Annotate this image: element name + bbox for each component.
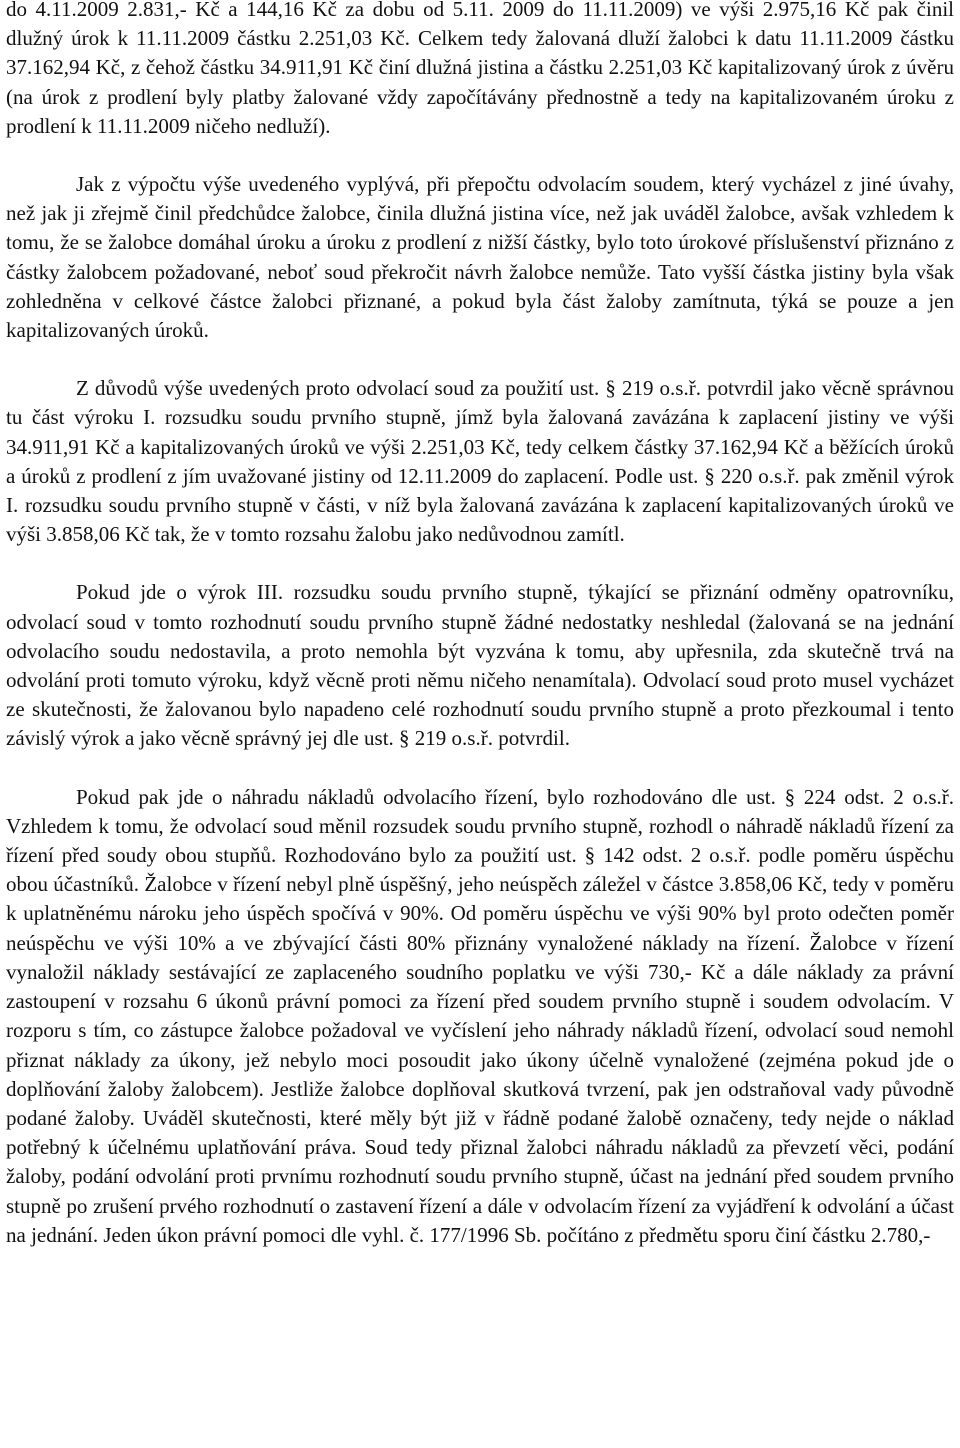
paragraph-costs: Pokud pak jde o náhradu nákladů odvolacího řízení, bylo rozhodováno dle ust. § 224 odst. 2 o.s.ř. Vzhledem k tomu, že odvolací soud měnil rozsudek soudu prvního stupně, rozhodl o náhradě nákladů řízení za řízení před soudy obou stupňů. Rozhodováno bylo za použití ust. § 142 odst. 2 o.s.ř. podle poměru úspěchu obou účastníků. Žalobce v řízení nebyl plně úspěšný, jeho neúspěch záležel v částce 3.858,06 Kč, tedy v poměru k uplatněnému nároku jeho úspěch spočívá v 90%. Od poměru úspěchu ve výši 90% byl proto odečten poměr neúspěchu ve výši 10% a ve zbývající části 80% přiznány vynaložené náklady na řízení. Žalobce v řízení vynaložil náklady sestávající ze zaplaceného soudního poplatku ve výši 730,- Kč a dále náklady za právní zastoupení v rozsahu 6 úkonů právní pomoci za řízení před soudem prvního stupně i soudem odvolacím. V rozporu s tím, co zástupce žalobce požadoval ve vyčíslení jeho náhrady nákladů řízení, odvolací soud nemohl přiznat náklady za úkony, jež nebylo moci posoudit jako úkony účelně vynaložené (zejména pokud jde o doplňování žaloby žalobcem). Jestliže žalobce doplňoval skutková tvrzení, pak jen odstraňoval vady původně podané žaloby. Uváděl skutečnosti, které měly být již v řádně podané žalobě označeny, tedy nejde o náklad potřebný k účelnému uplatňování práva. Soud tedy přiznal žalobci náhradu nákladů za převzetí věci, podání žaloby, podání odvolání proti prvnímu rozhodnutí soudu prvního stupně, účast na jednání před soudem prvního stupně po zrušení prvého rozhodnutí o zastavení řízení a dále v odvolacím řízení za vyjádření k odvolání a účast na jednání. Jeden úkon právní pomoci dle vyhl. č. 177/1996 Sb. počítáno z předmětu sporu činí částku 2.780,-	[6, 784, 954, 1247]
paragraph-appeal-decision: Z důvodů výše uvedených proto odvolací soud za použití ust. § 219 o.s.ř. potvrdil jako věcně správnou tu část výroku I. rozsudku soudu prvního stupně, jímž byla žalovaná zavázána k zaplacení jistiny ve výši 34.911,91 Kč a kapitalizovaných úroků ve výši 2.251,03 Kč, tedy celkem částky 37.162,94 Kč a běžících úroků a úroků z prodlení z jím uvažované jistiny od 12.11.2009 do zaplacení. Podle ust. § 220 o.s.ř. pak změnil výrok I. rozsudku soudu prvního stupně v části, v níž byla žalovaná zavázána k zaplacení kapitalizovaných úroků ve výši 3.858,06 Kč tak, že v tomto rozsahu žalobu jako nedůvodnou zamítl.	[6, 376, 954, 547]
paragraph-interest-calculation: do 4.11.2009 2.831,- Kč a 144,16 Kč za dobu od 5.11. 2009 do 11.11.2009) ve výši 2.975,16 Kč pak činil dlužný úrok k 11.11.2009 částku 2.251,03 Kč. Celkem tedy žalovaná dluží žalobci k datu 11.11.2009 částku 37.162,94 Kč, z čehož částku 34.911,91 Kč činí dlužná jistina a částku 2.251,03 Kč kapitalizovaný úrok z úvěru (na úrok z prodlení byly platby žalované vždy započítávány přednostně a tedy na kapitalizovaném úroku z prodlení k 11.11.2009 ničeho nedluží).	[6, 0, 954, 138]
paragraph-guardian-fee: Pokud jde o výrok III. rozsudku soudu prvního stupně, týkající se přiznání odměny opatrovníku, odvolací soud v tomto rozhodnutí soudu prvního stupně žádné nedostatky neshledal (žalovaná se na jednání odvolacího soudu nedostavila, a proto nemohla být vyzvána k tomu, aby upřesnila, zda skutečně trvá na odvolání proti tomuto výroku, když věcně proti němu ničeho nenamítala). Odvolací soud proto musel vycházet ze skutečnosti, že žalovanou bylo napadeno celé rozhodnutí soudu prvního stupně a proto přezkoumal i tento závislý výrok a jako věcně správný jej dle ust. § 219 o.s.ř. potvrdil.	[6, 580, 954, 751]
paragraph-principal-recalculation: Jak z výpočtu výše uvedeného vyplývá, při přepočtu odvolacím soudem, který vycházel z jiné úvahy, než jak ji zřejmě činil předchůdce žalobce, činila dlužná jistina více, než jak uváděl žalobce, avšak vzhledem k tomu, že se žalobce domáhal úroku a úroku z prodlení z nižší částky, bylo toto úrokové příslušenství přiznáno z částky žalobcem požadované, neboť soud překročit návrh žalobce nemůže. Tato vyšší částka jistiny byla však zohledněna v celkové částce žalobci přiznané, a pokud byla část žaloby zamítnuta, týká se pouze a jen kapitalizovaných úroků.	[6, 172, 954, 343]
